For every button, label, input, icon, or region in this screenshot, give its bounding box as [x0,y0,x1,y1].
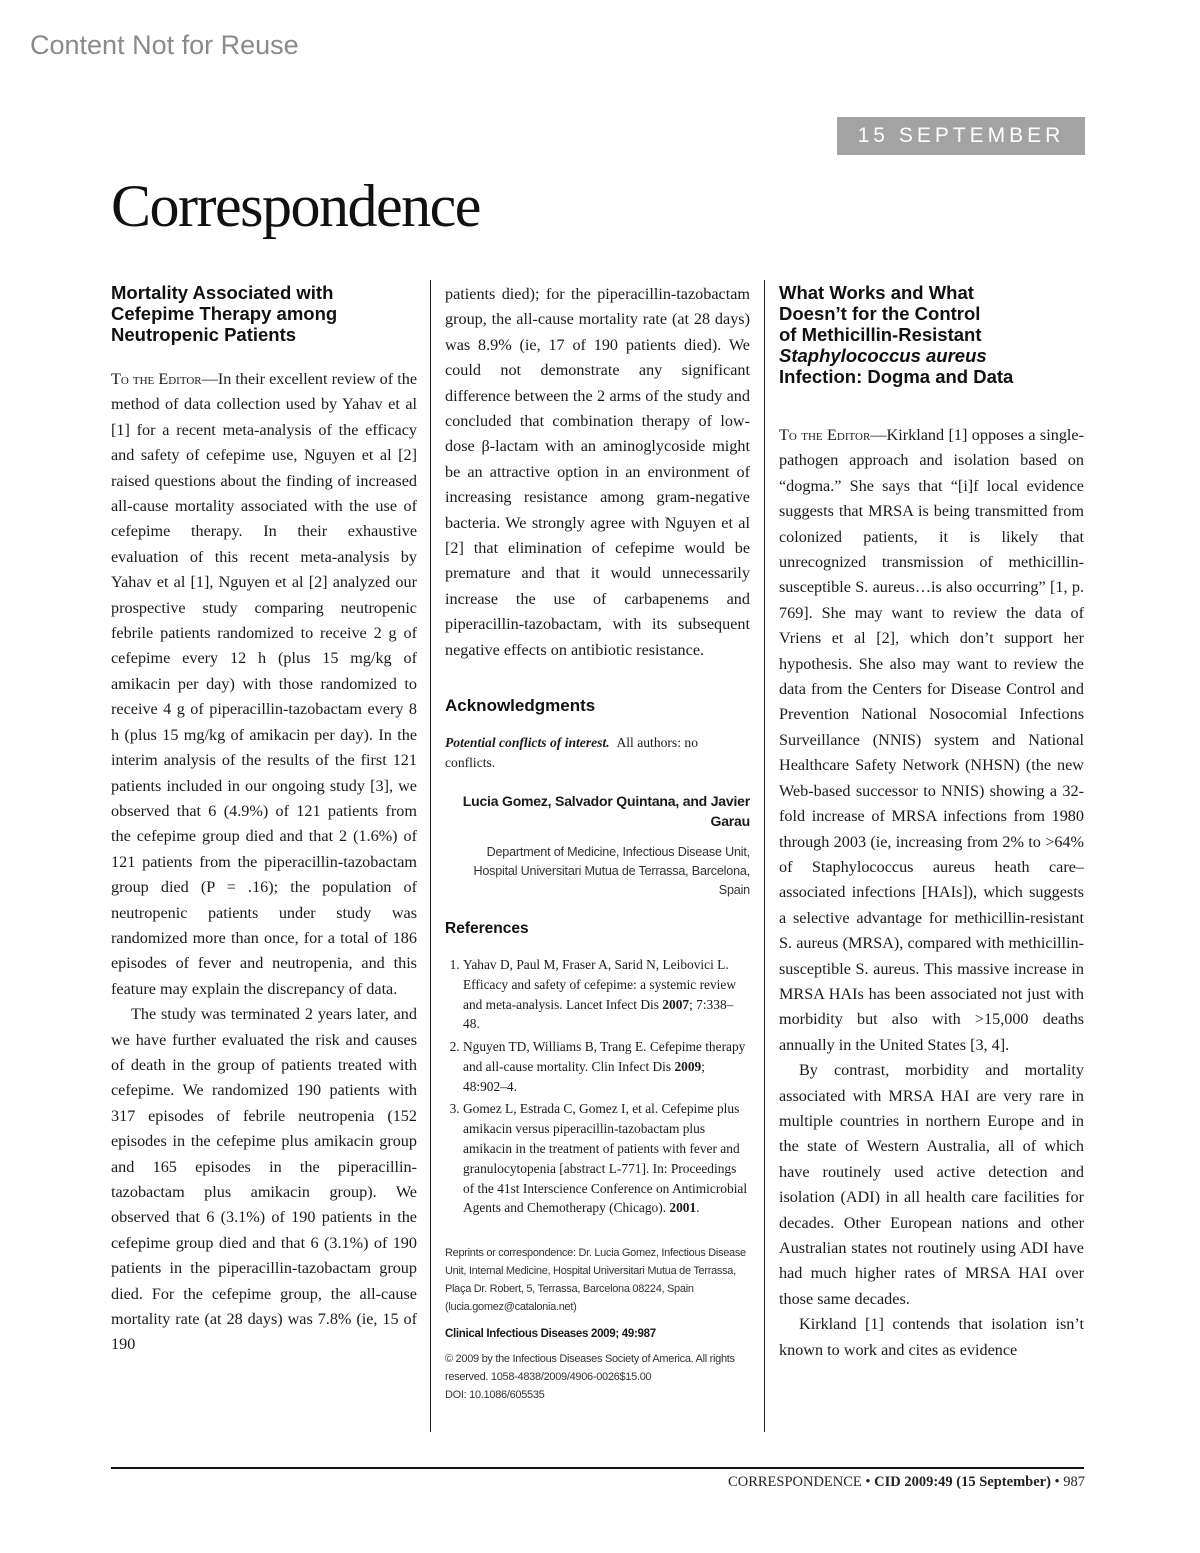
references-heading: References [445,919,529,937]
article2-paragraph-2: By contrast, morbidity and mortality associated with MRSA HAI are very rare in multiple countries in northern Europe and in the state of Western Australia, all of which have routinely used active detection and isolation (ADI) in all health care facilities for decades. Other European nations and other Australian states not routinely using ADI have had much higher rates of MRSA HAI over those same decades. [779,1061,1084,1308]
article2-title: What Works and What Doesn’t for the Control of Methicillin-Resistant Staphylococcus aureus Infection: Dogma and Data [779,282,1014,387]
article1-paragraph-3: patients died); for the piperacillin-tazobactam group, the all-cause mortality rate (at 28 days) was 8.9% (ie, 17 of 190 patients died). We could not demonstrate any significant difference between the 2 arms of the study and concluded that combination therapy of low-dose β-lactam with an aminoglycoside might be an attractive option in an environment of increasing resistance among gram-negative bacteria. We strongly agree with Nguyen et al [2] that elimination of cefepime would be premature and that it would unnecessarily increase the use of carbapenems and piperacillin-tazobactam, with its subsequent negative effects on antibiotic resistance. [445,285,750,659]
article1-affiliation: Department of Medicine, Infectious Disease Unit, Hospital Universitari Mutua de Terrassa, Barcelona, Spain [473,844,750,897]
article1-salutation: To the Editor [111,370,202,388]
article2-paragraph-1-text: —Kirkland [1] opposes a single-pathogen approach and isolation based on “dogma.” She says that “[i]f local evidence suggests that MRSA is being transmitted from colonized patients, it is likely that unrecognized transmission of methicillin-susceptible S. aureus…is also occurring” [1, p. 769]. She may want to review the data of Vriens et al [2], which don’t support her hypothesis. She also may want to review the data from the Centers for Disease Control and Prevention National Nosocomial Infections Surveillance (NNIS) system and National Healthcare Safety Network (NHSN) (the new Web-based successor to NNIS) showing a 32-fold increase of MRSA infections from 1980 through 2003 (ie, increasing from 2% to >64% of Staphylococcus aureus heath care–associated infections [HAIs]), which suggests a selective advantage for methicillin-resistant S. aureus (MRSA), compared with methicillin-susceptible S. aureus. This massive increase in MRSA HAIs has been associated not just with morbidity but also with >15,000 deaths annually in the United States [3, 4]. [779,426,1084,1054]
copyright-note: © 2009 by the Infectious Diseases Society of America. All rights reserved. 1058-4838/2009/4906-0026$15.00 [445,1352,735,1383]
watermark: Content Not for Reuse [30,30,299,60]
footer-rule [111,1467,1084,1469]
doi: DOI: 10.1086/605535 [445,1388,545,1401]
reprints-note: Reprints or correspondence: Dr. Lucia Gomez, Infectious Disease Unit, Internal Medicine, Hospital Universitari Mutua de Terrassa, Plaça Dr. Robert, 5, Terrassa, Barcelona 08224, Spain (lucia.gomez@catalonia.net) [445,1247,746,1314]
article1-paragraph-1-text: —In their excellent review of the method of data collection used by Yahav et al [1] for a recent meta-analysis of the efficacy and safety of cefepime use, Nguyen et al [2] raised questions about the finding of increased all-cause mortality associated with the use of cefepime therapy. In their exhaustive evaluation of this recent meta-analysis by Yahav et al [1], Nguyen et al [2] analyzed our prospective study comparing neutropenic febrile patients randomized to receive 2 g of cefepime every 12 h (plus 15 mg/kg of amikacin per day) with those randomized to receive 4 g of piperacillin-tazobactam every 8 h (plus 15 mg/kg of amikacin per day). In the interim analysis of the results of the first 121 patients included in our ongoing study [3], we observed that 6 (4.9%) of 121 patients from the cefepime group died and that 2 (1.6%) of 121 patients from the piperacillin-tazobactam group died (P = .16); the population of neutropenic patients under study was randomized more than once, for a total of 186 episodes of fever and neutropenia, and this feature may explain the discrepancy of data. [111,370,417,998]
acknowledgments-heading: Acknowledgments [445,696,596,716]
article1-title: Mortality Associated with Cefepime Therapy among Neutropenic Patients [111,282,338,345]
reference-item: 2. Nguyen TD, Williams B, Trang E. Cefepime therapy and all-cause mortality. Clin Infect Dis 2009; 48:902–4. [463,1037,750,1096]
page-heading: Correspondence [111,173,480,239]
column-left [111,282,417,1358]
article2-salutation: To the Editor [779,426,871,444]
column-right [779,282,1084,1363]
references-list [445,955,750,1218]
article2-paragraph-1 [779,423,1084,1058]
date-banner: 15 SEPTEMBER [837,117,1085,155]
article1-authors: Lucia Gomez, Salvador Quintana, and Javier Garau [462,792,750,829]
reference-item: 1. Yahav D, Paul M, Fraser A, Sarid N, Leibovici L. Efficacy and safety of cefepime: a systemic review and meta-analysis. Lancet Infect Dis 2007; 7:338–48. [463,955,750,1034]
journal-citation: Clinical Infectious Diseases 2009; 49:987 [445,1328,656,1341]
coi-text: All authors: no conflicts. [445,734,698,770]
article1-paragraph-2: The study was terminated 2 years later, and we have further evaluated the risk and causes of death in the group of patients treated with cefepime. We randomized 190 patients with 317 episodes of febrile neutropenia (152 episodes in the cefepime plus amikacin group and 165 episodes in the piperacillin-tazobactam plus amikacin group). We observed that 6 (3.1%) of 190 patients in the cefepime group died and that 6 (3.1%) of 190 patients in the piperacillin-tazobactam group died. For the cefepime group, the all-cause mortality rate (at 28 days) was 7.8% (ie, 15 of 190 [111,1005,417,1354]
article1-paragraph-1 [111,367,417,1002]
column-divider-left [430,280,431,1432]
footer-section: CORRESPONDENCE [728,1474,862,1490]
page-footer: CORRESPONDENCE • CID 2009:49 (15 September) • 987 [728,1474,1085,1490]
footer-page-number: 987 [1063,1474,1085,1490]
footer-journal: CID 2009:49 (15 September) [874,1474,1051,1490]
reference-item: 3. Gomez L, Estrada C, Gomez I, et al. Cefepime plus amikacin versus piperacillin-tazobactam plus amikacin in the treatment of patients with fever and granulocytopenia [abstract L-771]. In: Proceedings of the 41st Interscience Conference on Antimicrobial Agents and Chemotherapy (Chicago). 2001. [463,1099,750,1218]
column-middle [445,282,750,1404]
conflicts-of-interest [445,733,750,773]
article2-paragraph-3: Kirkland [1] contends that isolation isn’t known to work and cites as evidence [779,1315,1084,1359]
coi-label: Potential conflicts of interest. [445,734,610,750]
column-divider-right [764,280,765,1432]
